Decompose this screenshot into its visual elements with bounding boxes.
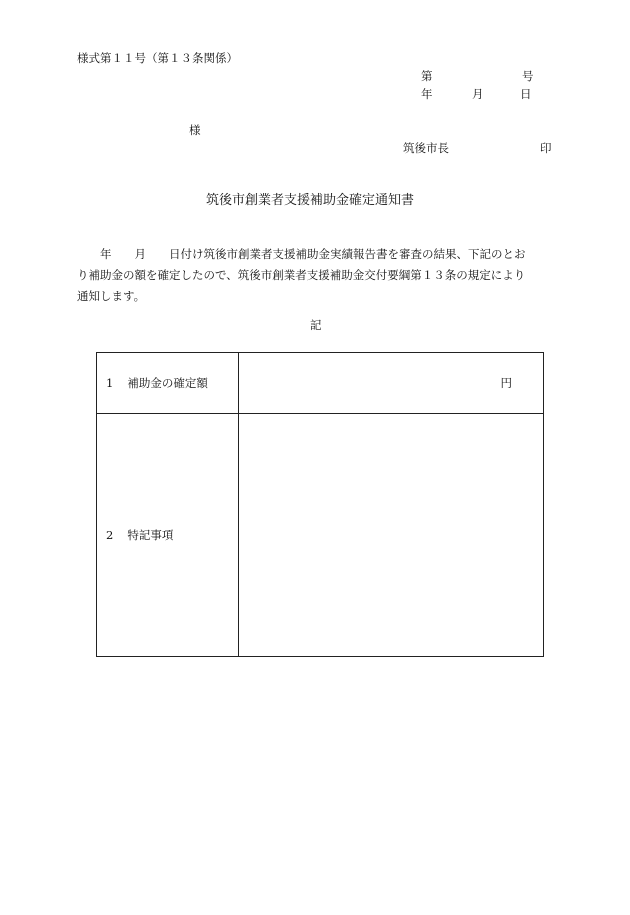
date-year: 年 xyxy=(421,87,433,101)
date-month: 月 xyxy=(472,87,484,101)
sender-title: 筑後市長 xyxy=(403,141,449,155)
item-label: 特記事項 xyxy=(127,528,174,543)
table-row xyxy=(97,414,544,657)
yen-unit: 円 xyxy=(500,376,512,391)
document-title: 筑後市創業者支援補助金確定通知書 xyxy=(206,193,415,208)
date-day: 日 xyxy=(520,87,532,101)
label-cell xyxy=(97,414,239,657)
ki-heading: 記 xyxy=(310,318,322,332)
doc-number-suffix: 号 xyxy=(522,69,534,83)
body-line-2: り補助金の額を確定したので、筑後市創業者支援補助金交付要綱第１３条の規定により xyxy=(77,268,526,282)
label-cell xyxy=(97,353,239,414)
form-number: 様式第１１号（第１３条関係） xyxy=(77,51,238,65)
item-label: 補助金の確定額 xyxy=(127,376,208,391)
addressee-suffix: 様 xyxy=(189,123,201,137)
body-line-1: 年 月 日付け筑後市創業者支援補助金実績報告書を審査の結果、下記のとお xyxy=(77,247,526,261)
record-table xyxy=(96,352,544,657)
doc-number-prefix: 第 xyxy=(421,69,433,83)
item-number: 1 xyxy=(106,376,114,391)
body-paragraph xyxy=(77,244,555,307)
remarks-value-cell[interactable] xyxy=(239,414,544,657)
body-line-3: 通知します。 xyxy=(77,289,146,303)
amount-value-cell[interactable] xyxy=(239,353,544,414)
item-number: 2 xyxy=(106,528,114,543)
table-row xyxy=(97,353,544,414)
seal-mark: 印 xyxy=(540,141,552,155)
